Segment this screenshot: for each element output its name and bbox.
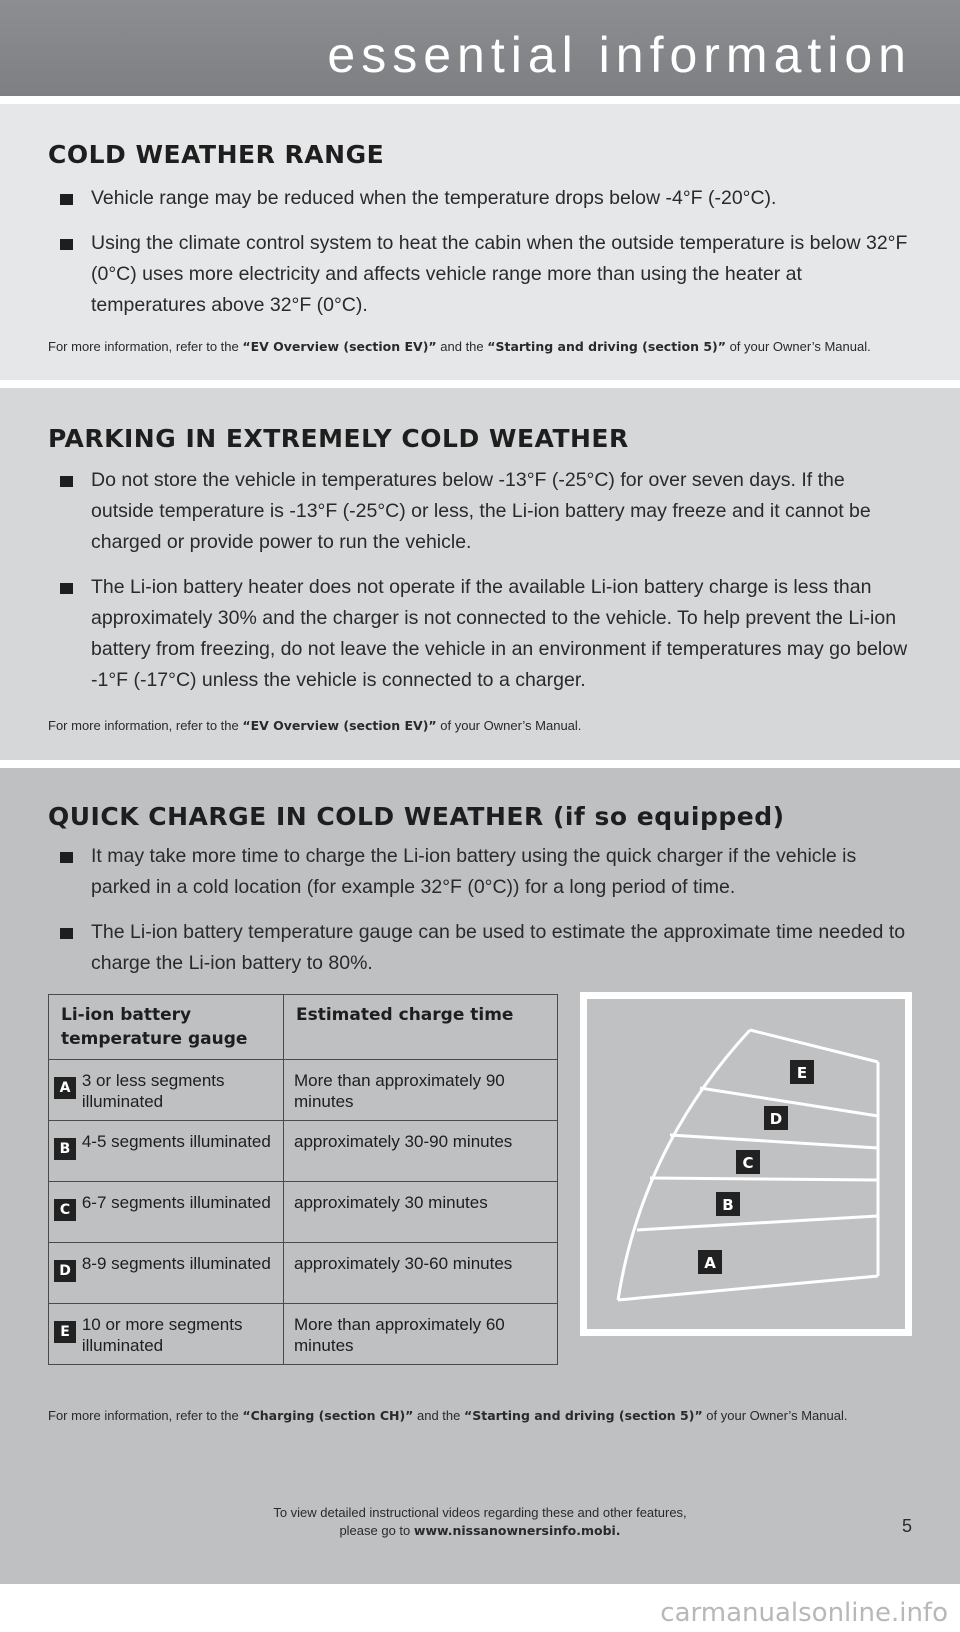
column-header-gauge: Li-ion battery temperature gauge (49, 995, 284, 1060)
bullet-item: Vehicle range may be reduced when the temperature drops below -4°F (-20°C). (48, 183, 912, 214)
quick-charge-heading (48, 768, 912, 831)
note-text: of your Owner’s Manual. (702, 1408, 848, 1423)
manual-reference: “Charging (section CH)” (242, 1408, 414, 1423)
bullet-item: The Li-ion battery heater does not operate if the available Li-ion battery charge is less than approximately 30% and the charger is not connected to the vehicle. To help prevent the Li-ion battery from freezing, do not leave the vehicle in an environment if temperatures may go below -1°F (-17°C) unless the vehicle is connected to a charger. (48, 572, 912, 696)
heading-suffix: (if so equipped) (543, 802, 785, 831)
row-label-cell (49, 1182, 82, 1243)
segment-badge-c: C (54, 1199, 76, 1221)
gauge-cell: 8-9 segments illuminated (82, 1243, 284, 1304)
reference-note (48, 337, 912, 356)
segment-label-b (716, 1192, 740, 1216)
row-label-cell (49, 1304, 82, 1365)
row-label-cell (49, 1060, 82, 1121)
bullet-item: The Li-ion battery temperature gauge can be used to estimate the approximate time needed to charge the Li-ion battery to 80%. (48, 917, 912, 979)
segment-label-d (764, 1106, 788, 1130)
table-row (49, 1243, 558, 1304)
segment-label-text: D (769, 1110, 783, 1128)
manual-reference: “Starting and driving (section 5)” (487, 339, 726, 354)
row-label-cell (49, 1243, 82, 1304)
parking-cold-bullets (48, 465, 912, 696)
segment-label-text: B (722, 1196, 734, 1214)
table-header-row (49, 995, 558, 1060)
note-text: of your Owner’s Manual. (725, 339, 871, 354)
time-cell: More than approximately 60 minutes (284, 1304, 558, 1365)
parking-cold-heading: PARKING IN EXTREMELY COLD WEATHER (48, 424, 629, 453)
row-label-cell (49, 1121, 82, 1182)
note-text: For more information, refer to the (48, 718, 243, 733)
segment-label-text: C (742, 1154, 754, 1172)
note-text: For more information, refer to the (48, 339, 243, 354)
column-header-time: Estimated charge time (284, 995, 558, 1060)
bullet-item: Using the climate control system to heat the cabin when the outside temperature is below 32°F (0°C) uses more electricity and affects vehicle range more than using the heater at temperatures above 32°F (0°C). (48, 228, 912, 321)
table-row (49, 1060, 558, 1121)
segment-badge-a: A (54, 1077, 76, 1099)
footer-text (0, 1504, 960, 1540)
footer-text-prefix: please go to (339, 1523, 414, 1538)
segment-label-c (736, 1150, 760, 1174)
footer-line (0, 1522, 960, 1540)
manual-reference: “EV Overview (section EV)” (242, 339, 437, 354)
bullet-item: Do not store the vehicle in temperatures below -13°F (-25°C) for over seven days. If the outside temperature is -13°F (-25°C) or less, the Li-ion battery may freeze and it cannot be charged or provide power to run the vehicle. (48, 465, 912, 558)
segment-label-text: A (704, 1254, 716, 1272)
segment-label-a (698, 1250, 722, 1274)
table-row (49, 1304, 558, 1365)
note-text: of your Owner’s Manual. (436, 718, 582, 733)
battery-temperature-gauge-illustration (580, 992, 912, 1336)
segment-badge-e: E (54, 1321, 76, 1343)
cold-weather-range-bullets (48, 183, 912, 321)
note-text: For more information, refer to the (48, 1408, 243, 1423)
time-cell: approximately 30-60 minutes (284, 1243, 558, 1304)
owners-info-link[interactable]: www.nissanownersinfo.mobi. (413, 1523, 621, 1538)
gauge-cell: 3 or less segments illuminated (82, 1060, 284, 1121)
segment-label-e (790, 1060, 814, 1084)
heading-text: QUICK CHARGE IN COLD WEATHER (48, 802, 544, 831)
segment-badge-b: B (54, 1138, 76, 1160)
watermark: carmanualsonline.info (660, 1598, 948, 1628)
gauge-divider-bc (650, 1178, 878, 1180)
manual-reference: “Starting and driving (section 5)” (464, 1408, 703, 1423)
cold-weather-range-heading: COLD WEATHER RANGE (48, 140, 385, 169)
note-text: and the (413, 1408, 464, 1423)
time-cell: More than approximately 90 minutes (284, 1060, 558, 1121)
gauge-cell: 6-7 segments illuminated (82, 1182, 284, 1243)
reference-note (48, 716, 912, 735)
quick-charge-bullets (48, 841, 912, 979)
charge-time-table (48, 994, 558, 1365)
cold-weather-range-section (0, 104, 960, 380)
parking-cold-section (0, 388, 960, 760)
page-title: essential information (327, 27, 912, 83)
bullet-item: It may take more time to charge the Li-ion battery using the quick charger if the vehicle is parked in a cold location (for example 32°F (0°C)) for a long period of time. (48, 841, 912, 903)
reference-note (48, 1406, 928, 1425)
note-text: and the (436, 339, 488, 354)
table-row (49, 1121, 558, 1182)
page-header (0, 0, 960, 96)
gauge-cell: 10 or more segments illuminated (82, 1304, 284, 1365)
time-cell: approximately 30 minutes (284, 1182, 558, 1243)
segment-badge-d: D (54, 1260, 76, 1282)
manual-reference: “EV Overview (section EV)” (242, 718, 437, 733)
time-cell: approximately 30-90 minutes (284, 1121, 558, 1182)
quick-charge-section (0, 768, 960, 1584)
table-row (49, 1182, 558, 1243)
segment-label-text: E (796, 1064, 808, 1082)
footer-line: To view detailed instructional videos regarding these and other features, (273, 1505, 687, 1520)
gauge-cell: 4-5 segments illuminated (82, 1121, 284, 1182)
page-number: 5 (901, 1516, 912, 1536)
